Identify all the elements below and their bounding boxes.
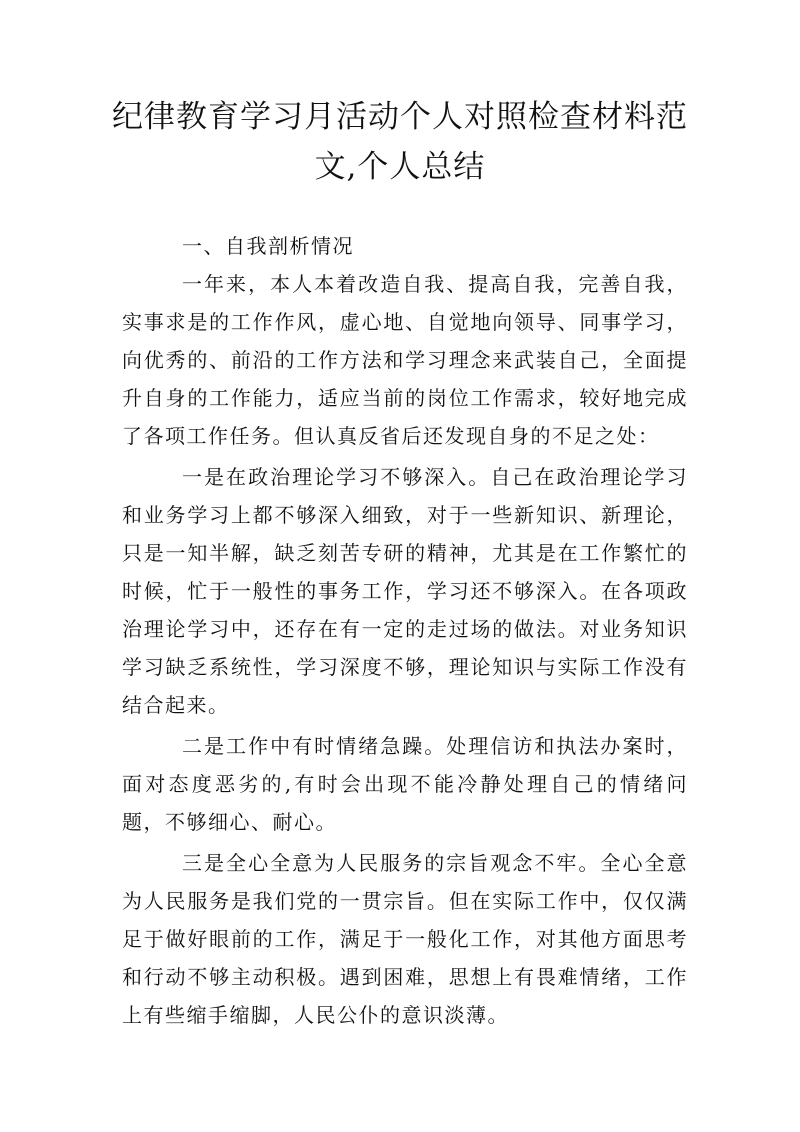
- section-heading: 一、自我剖析情况: [182, 234, 354, 258]
- paragraph-intro: 一年来，本人本着改造自我、提高自我，完善自我，实事求是的工作作风，虚心地、自觉地向领导、同事学习，向优秀的、前沿的工作方法和学习理念来武装自己，全面提升自身的工作能力，适应当前的岗位工作需求，较好地完成了各项工作任务。但认真反省后还发现自身的不足之处：: [122, 272, 688, 448]
- document-body: [122, 227, 688, 1034]
- document-title: 纪律教育学习月活动个人对照检查材料范文,个人总结: [112, 99, 688, 185]
- paragraph-point-two: 二是工作中有时情绪急躁。处理信访和执法办案时，面对态度恶劣的,有时会出现不能冷静处理自己的情绪问题，不够细心、耐心。: [122, 734, 688, 834]
- paragraph-point-one: 一是在政治理论学习不够深入。自己在政治理论学习和业务学习上都不够深入细致，对于一些新知识、新理论，只是一知半解，缺乏刻苦专研的精神，尤其是在工作繁忙的时候，忙于一般性的事务工作，学习还不够深入。在各项政治理论学习中，还存在有一定的走过场的做法。对业务知识学习缺乏系统性，学习深度不够，理论知识与实际工作没有结合起来。: [122, 465, 688, 717]
- paragraph-point-three: 三是全心全意为人民服务的宗旨观念不牢。全心全意为人民服务是我们党的一贯宗旨。但在实际工作中，仅仅满足于做好眼前的工作，满足于一般化工作，对其他方面思考和行动不够主动积极。遇到困难，思想上有畏难情绪，工作上有些缩手缩脚，人民公仆的意识淡薄。: [122, 851, 688, 1027]
